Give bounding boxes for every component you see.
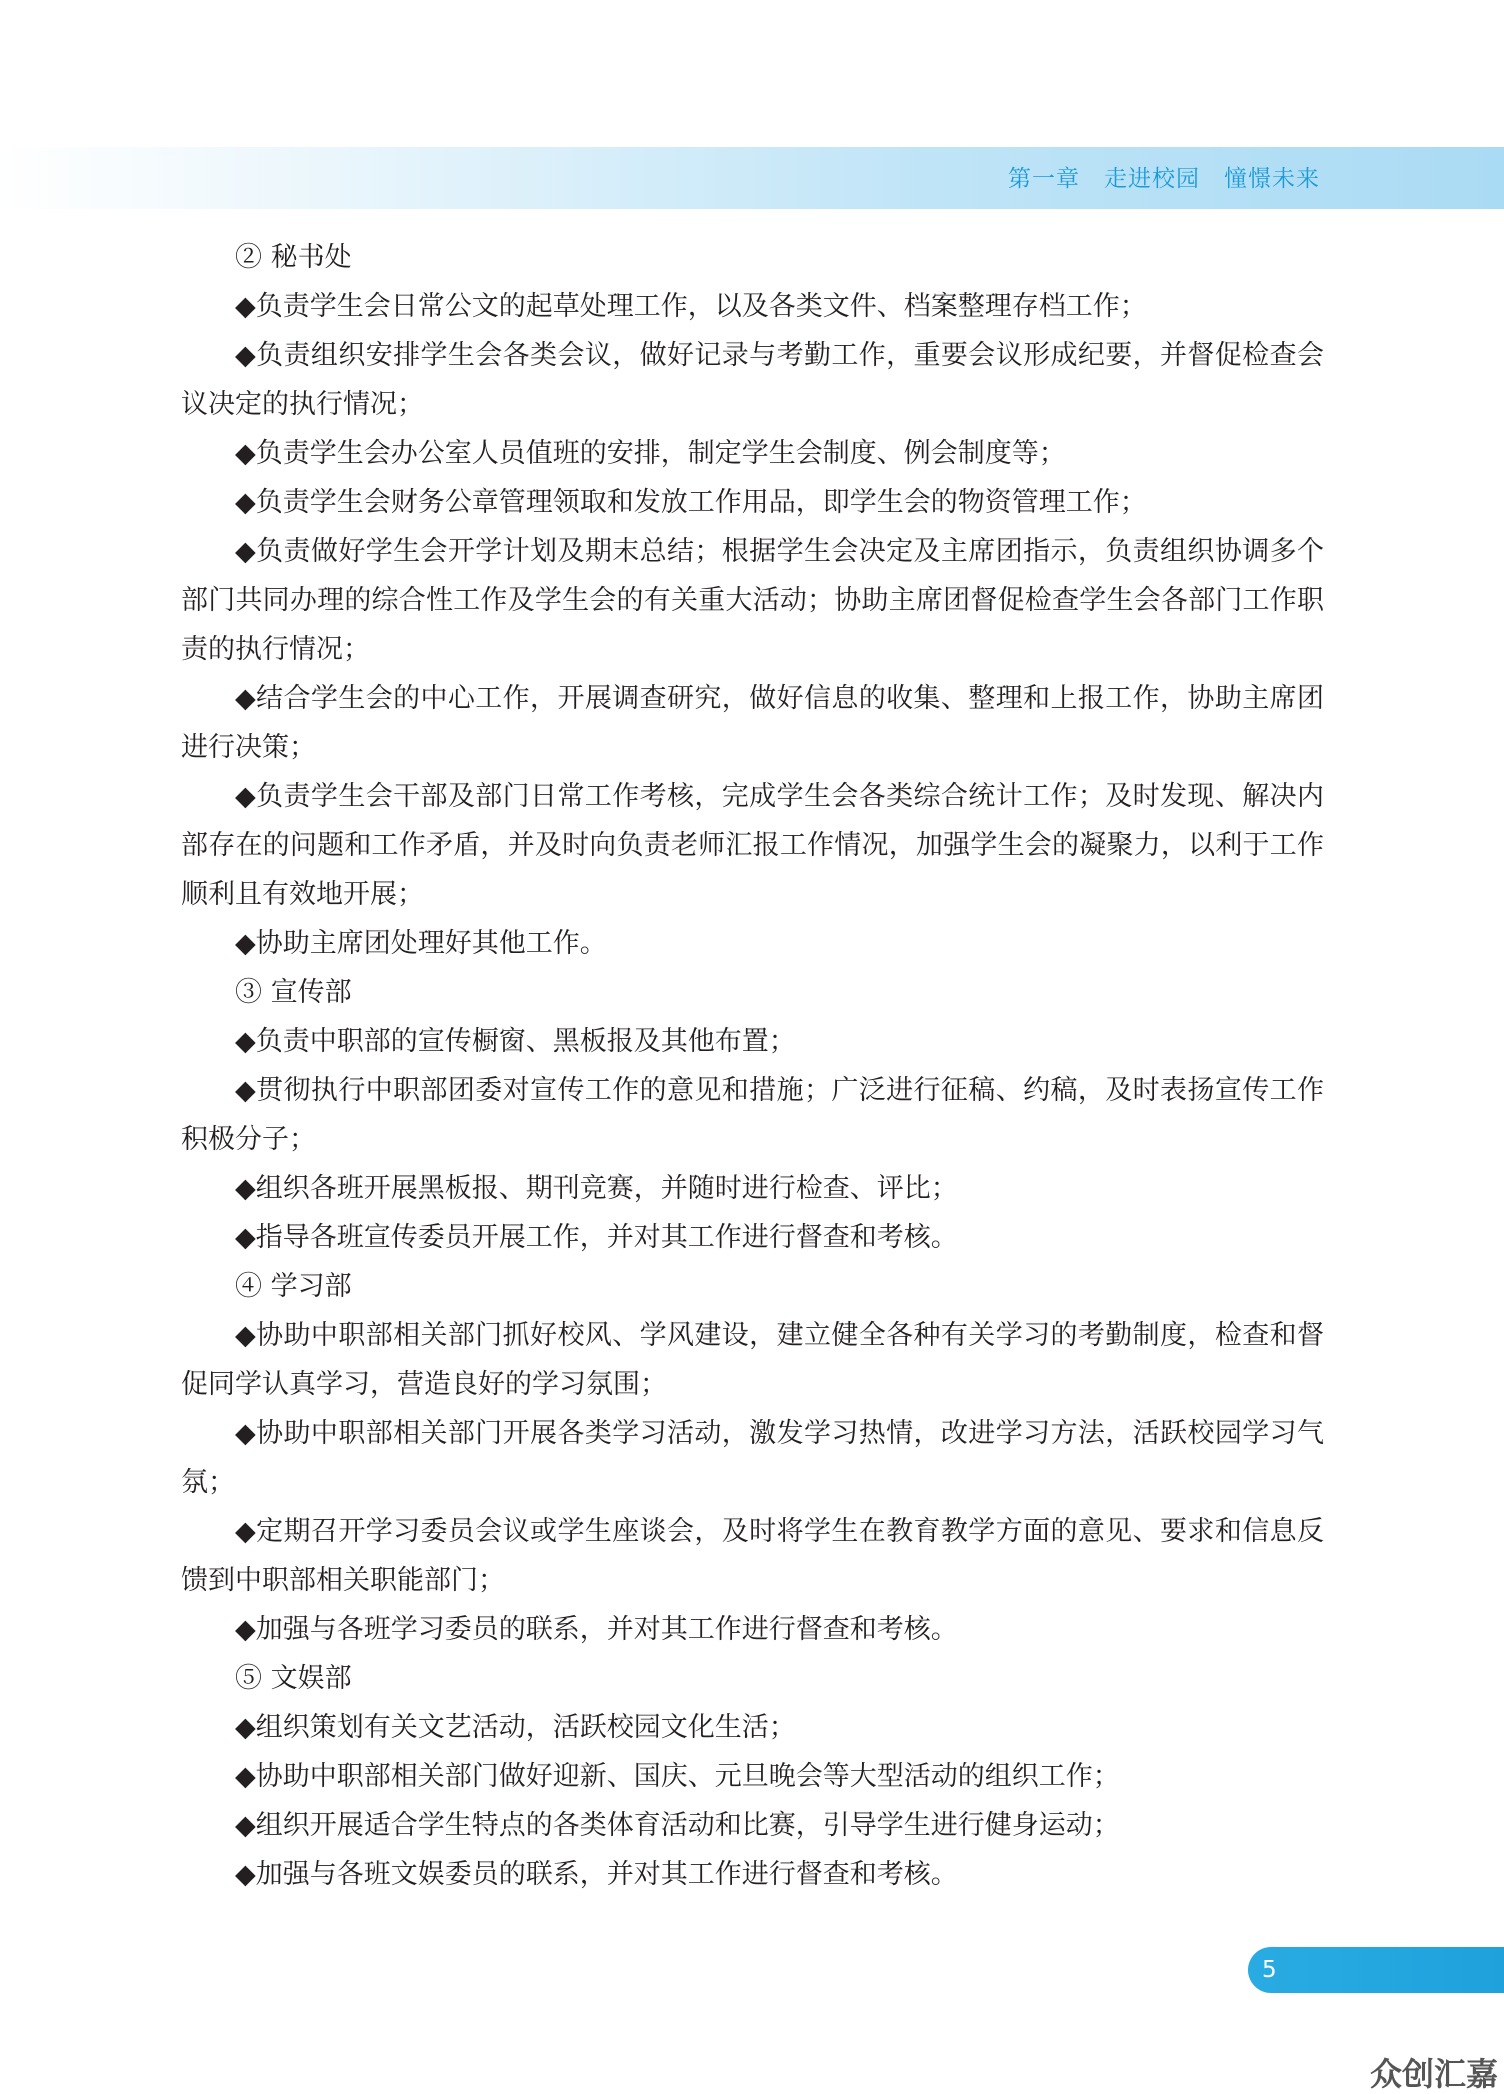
list-item: ◆协助中职部相关部门抓好校风、学风建设，建立健全各种有关学习的考勤制度，检查和督促同学认真学习，营造良好的学习氛围； xyxy=(181,1320,1324,1400)
page-number: 5 xyxy=(1262,1957,1277,1983)
list-item: ◆加强与各班文娱委员的联系，并对其工作进行督查和考核。 xyxy=(235,1859,958,1890)
list-item: ◆加强与各班学习委员的联系，并对其工作进行督查和考核。 xyxy=(235,1614,958,1645)
section-heading-publicity: ③ 宣传部 xyxy=(235,977,352,1008)
section-heading-secretariat: ② 秘书处 xyxy=(235,242,352,273)
list-item: ◆组织开展适合学生特点的各类体育活动和比赛，引导学生进行健身运动； xyxy=(235,1810,1120,1841)
list-item: ◆组织策划有关文艺活动，活跃校园文化生活； xyxy=(235,1712,796,1743)
list-item: ◆负责学生会财务公章管理领取和发放工作用品，即学生会的物资管理工作； xyxy=(235,487,1147,518)
list-item: ◆负责做好学生会开学计划及期末总结；根据学生会决定及主席团指示，负责组织协调多个部门共同办理的综合性工作及学生会的有关重大活动；协助主席团督促检查学生会各部门工作职责的执行情况； xyxy=(181,536,1324,665)
list-item: ◆协助主席团处理好其他工作。 xyxy=(235,928,607,959)
chapter-title: 第一章 走进校园 憧憬未来 xyxy=(1008,166,1320,192)
list-item: ◆负责学生会干部及部门日常工作考核，完成学生会各类综合统计工作；及时发现、解决内部存在的问题和工作矛盾，并及时向负责老师汇报工作情况，加强学生会的凝聚力，以利于工作顺利且有效地开展； xyxy=(181,781,1324,910)
list-item: ◆定期召开学习委员会议或学生座谈会，及时将学生在教育教学方面的意见、要求和信息反馈到中职部相关职能部门； xyxy=(181,1516,1324,1596)
list-item: ◆负责学生会日常公文的起草处理工作，以及各类文件、档案整理存档工作； xyxy=(235,291,1147,322)
section-heading-entertainment: ⑤ 文娱部 xyxy=(235,1663,352,1694)
list-item: ◆负责中职部的宣传橱窗、黑板报及其他布置； xyxy=(235,1026,796,1057)
list-item: ◆组织各班开展黑板报、期刊竞赛，并随时进行检查、评比； xyxy=(235,1173,958,1204)
list-item: ◆协助中职部相关部门开展各类学习活动，激发学习热情，改进学习方法，活跃校园学习气氛； xyxy=(181,1418,1324,1498)
list-item: ◆指导各班宣传委员开展工作，并对其工作进行督查和考核。 xyxy=(235,1222,958,1253)
list-item: ◆协助中职部相关部门做好迎新、国庆、元旦晚会等大型活动的组织工作； xyxy=(235,1761,1120,1792)
list-item: ◆负责学生会办公室人员值班的安排，制定学生会制度、例会制度等； xyxy=(235,438,1066,469)
page-body xyxy=(181,233,1324,1899)
list-item: ◆贯彻执行中职部团委对宣传工作的意见和措施；广泛进行征稿、约稿，及时表扬宣传工作积极分子； xyxy=(181,1075,1324,1155)
watermark: 众创汇嘉 xyxy=(1362,2054,1504,2094)
section-heading-study: ④ 学习部 xyxy=(235,1271,352,1302)
list-item: ◆负责组织安排学生会各类会议，做好记录与考勤工作，重要会议形成纪要，并督促检查会议决定的执行情况； xyxy=(181,340,1324,420)
list-item: ◆结合学生会的中心工作，开展调查研究，做好信息的收集、整理和上报工作，协助主席团进行决策； xyxy=(181,683,1324,763)
page-number-tab xyxy=(1248,1947,1504,1993)
